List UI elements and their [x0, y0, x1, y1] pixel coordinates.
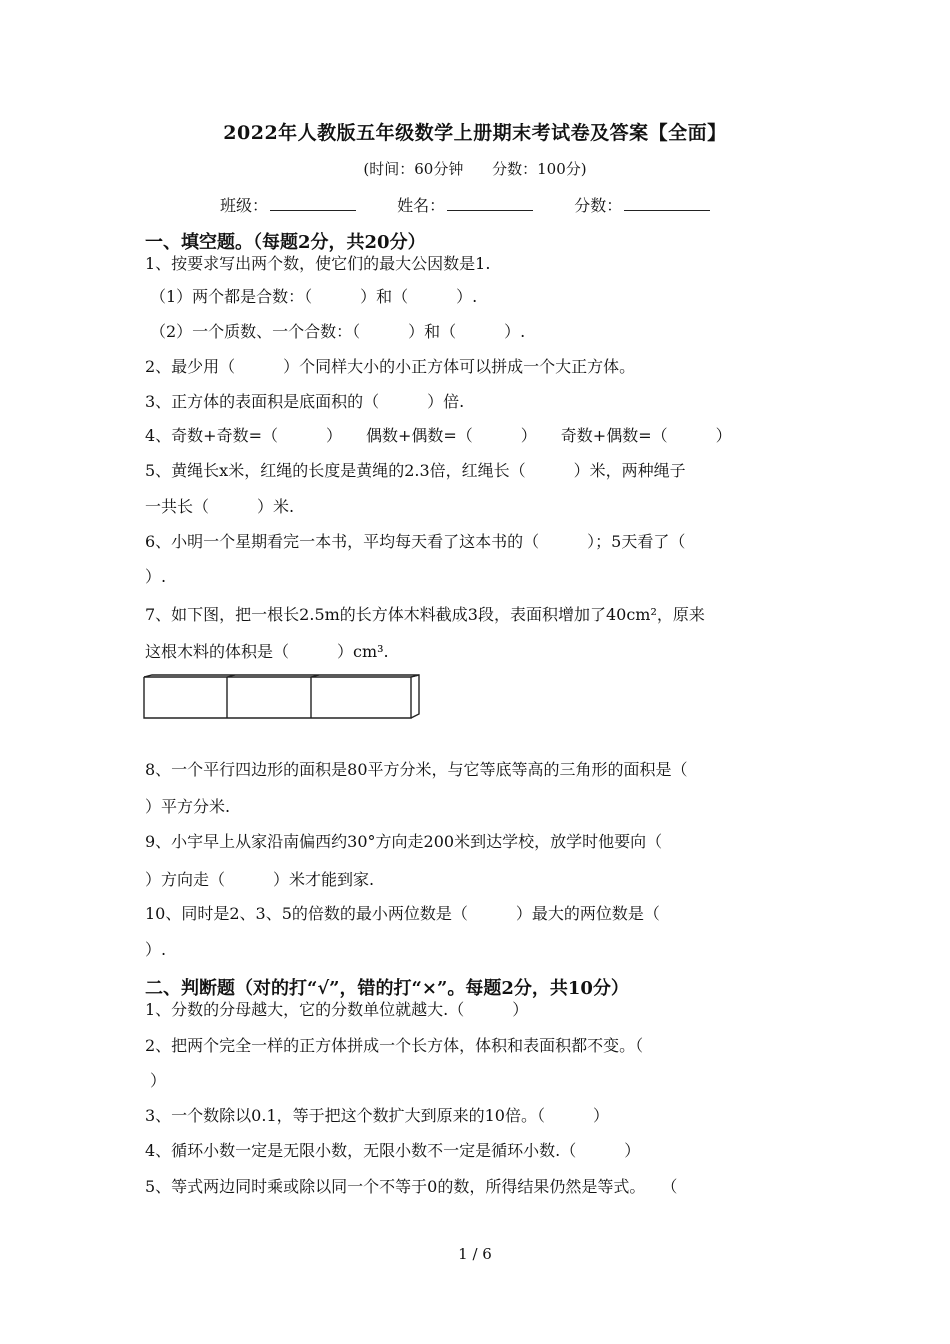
- page-number: 1 / 6: [458, 1245, 492, 1263]
- wood-block-figure: [143, 674, 425, 722]
- question-line: ）方向走（ ）米才能到家.: [145, 870, 375, 889]
- exam-meta: [0, 158, 950, 179]
- name-label: 姓名：: [397, 196, 446, 215]
- student-info-row: [220, 193, 746, 216]
- question-line: 9、小宇早上从家沿南偏西约30°方向走200米到达学校，放学时他要向（: [145, 832, 663, 851]
- class-field[interactable]: [220, 193, 356, 216]
- question-line: ）.: [145, 567, 167, 586]
- question-line: 5、黄绳长x米，红绳的长度是黄绳的2.3倍，红绳长（ ）米，两种绳子: [145, 461, 686, 480]
- score-label: 分数：: [574, 196, 623, 215]
- name-field[interactable]: [397, 193, 533, 216]
- question-line: 一共长（ ）米.: [145, 497, 295, 516]
- question-line: ）平方分米.: [145, 797, 231, 816]
- question-line: 4、奇数+奇数=（ ） 偶数+偶数=（ ） 奇数+偶数=（ ）: [145, 426, 732, 445]
- question-line: 2、把两个完全一样的正方体拼成一个长方体，体积和表面积都不变。（: [145, 1036, 644, 1055]
- score-blank[interactable]: [624, 196, 710, 211]
- page-title: 2022年人教版五年级数学上册期末考试卷及答案【全面】: [223, 122, 727, 144]
- question-line: 1、分数的分母越大，它的分数单位就越大.（ ）: [145, 1000, 529, 1019]
- question-line: 3、一个数除以0.1，等于把这个数扩大到原来的10倍。（ ）: [145, 1106, 609, 1125]
- question-line: 这根木料的体积是（ ）cm³.: [145, 642, 389, 661]
- section-2-heading: 二、判断题（对的打“√”，错的打“×”。每题2分，共10分）: [145, 978, 629, 999]
- class-label: 班级：: [220, 196, 269, 215]
- question-line: 10、同时是2、3、5的倍数的最小两位数是（ ）最大的两位数是（: [145, 904, 660, 923]
- question-line: 3、正方体的表面积是底面积的（ ）倍.: [145, 392, 465, 411]
- question-line: （1）两个都是合数：（ ）和（ ）.: [150, 287, 478, 306]
- question-line: 4、循环小数一定是无限小数，无限小数不一定是循环小数.（ ）: [145, 1141, 641, 1160]
- name-blank[interactable]: [447, 196, 533, 211]
- score-field[interactable]: [574, 193, 710, 216]
- question-line: ）.: [145, 940, 167, 959]
- question-line: 5、等式两边同时乘或除以同一个不等于0的数，所得结果仍然是等式。 （: [145, 1177, 678, 1196]
- question-line: 7、如下图，把一根长2.5m的长方体木料截成3段，表面积增加了40cm²，原来: [145, 605, 705, 624]
- question-line: 6、小明一个星期看完一本书，平均每天看了这本书的（ ）；5天看了（: [145, 532, 686, 551]
- question-line: ）: [150, 1071, 167, 1090]
- section-1-heading: 一、填空题。（每题2分，共20分）: [145, 232, 426, 253]
- class-blank[interactable]: [270, 196, 356, 211]
- question-line: 2、最少用（ ）个同样大小的小正方体可以拼成一个大正方体。: [145, 357, 636, 376]
- question-line: （2）一个质数、一个合数：（ ）和（ ）.: [150, 322, 526, 341]
- block-front-face: [144, 677, 411, 718]
- total-score: 分数：100分): [492, 160, 587, 178]
- block-side-face: [411, 675, 419, 718]
- time-limit: (时间：60分钟: [363, 160, 464, 178]
- question-line: 1、按要求写出两个数，使它们的最大公因数是1.: [145, 254, 491, 273]
- question-line: 8、一个平行四边形的面积是80平方分米，与它等底等高的三角形的面积是（: [145, 760, 688, 779]
